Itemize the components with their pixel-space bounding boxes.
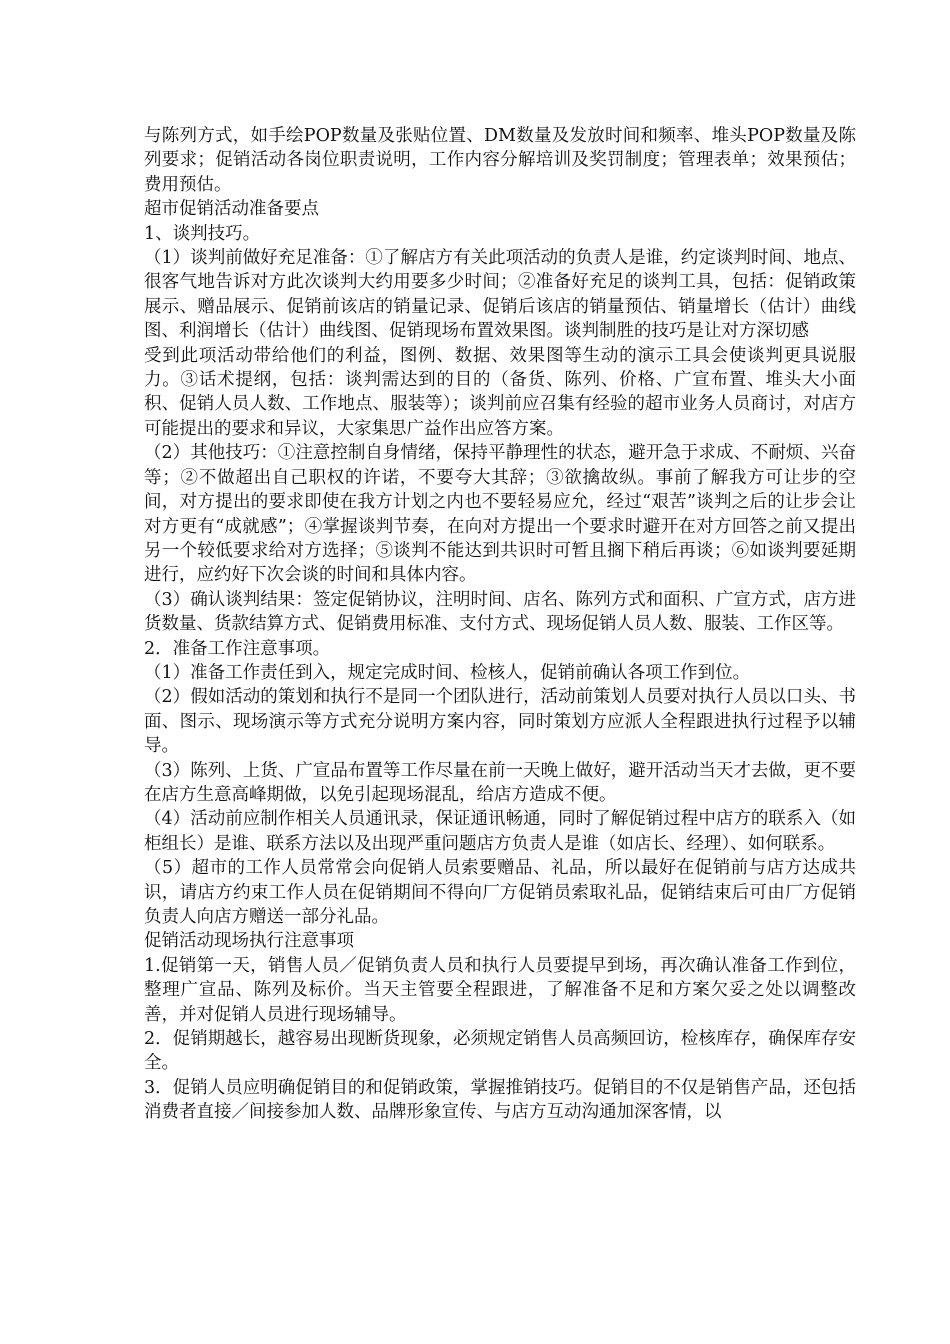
body-paragraph: 1.促销第一天，销售人员／促销负责人员和执行人员要提早到场，再次确认准备工作到位，整理广宣品、陈列及标价。当天主管要全程跟进，了解准备不足和方案欠妥之处以调整改善，并对促销人员进行现场辅导。: [144, 955, 856, 1025]
body-paragraph: （1）谈判前做好充足准备：①了解店方有关此项活动的负责人是谁，约定谈判时间、地点、很客气地告诉对方此次谈判大约用要多少时间；②准备好充足的谈判工具，包括：促销政策展示、赠品展示、促销前该店的销量记录、促销后该店的销量预估、销量增长（估计）曲线图、利润增长（估计）曲线图、促销现场布置效果图。谈判制胜的技巧是让对方深切感: [144, 248, 856, 342]
document-page: [144, 124, 856, 1125]
body-paragraph: 受到此项活动带给他们的利益，图例、数据、效果图等生动的演示工具会使谈判更具说服力。③话术提纲，包括：谈判需达到的目的（备货、陈列、价格、广宣布置、堆头大小面积、促销人员人数、工作地点、服装等）；谈判前应召集有经验的超市业务人员商讨，对店方可能提出的要求和异议，大家集思广益作出应答方案。: [144, 345, 856, 439]
body-paragraph: （4）活动前应制作相关人员通讯录，保证通讯畅通，同时了解促销过程中店方的联系入（如柜组长）是谁、联系方法以及出现严重问题店方负责人是谁（如店长、经理）、如何联系。: [144, 809, 856, 854]
body-paragraph: （5）超市的工作人员常常会向促销人员索要赠品、礼品，所以最好在促销前与店方达成共识，请店方约束工作人员在促销期间不得向厂方促销员索取礼品，促销结束后可由厂方促销负责人向店方赠送一部分礼品。: [144, 858, 856, 927]
subsection-heading: 2．准备工作注意事项。: [144, 638, 331, 659]
body-paragraph: （3）确认谈判结果：签定促销协议，注明时间、店名、陈列方式和面积、广宣方式，店方进货数量、货款结算方式、促销费用标准、支付方式、现场促销人员人数、服装、工作区等。: [144, 589, 856, 635]
section-heading: 超市促销活动准备要点: [144, 199, 319, 220]
body-paragraph: 2．促销期越长，越容易出现断货现象，必须规定销售人员高频回访，检核库存，确保库存安全。: [144, 1029, 856, 1074]
section-heading: 促销活动现场执行注意事项: [144, 931, 354, 952]
body-paragraph: 与陈列方式，如手绘POP数量及张贴位置、DM数量及发放时间和频率、堆头POP数量及陈列要求；促销活动各岗位职责说明，工作内容分解培训及奖罚制度；管理表单；效果预估；费用预估。: [144, 126, 856, 195]
body-paragraph: 3．促销人员应明确促销目的和促销政策，掌握推销技巧。促销目的不仅是销售产品，还包括消费者直接／间接参加人数、品牌形象宣传、与店方互动沟通加深客情，以: [144, 1077, 856, 1123]
body-paragraph: （3）陈列、上货、广宣品布置等工作尽量在前一天晚上做好，避开活动当天才去做，更不要在店方生意高峰期做，以免引起现场混乱，给店方造成不便。: [144, 760, 856, 805]
body-paragraph: （1）准备工作责任到入，规定完成时间、检核人，促销前确认各项工作到位。: [144, 662, 751, 683]
body-paragraph: （2）其他技巧：①注意控制自身情绪，保持平静理性的状态，避开急于求成、不耐烦、兴奋等；②不做超出自己职权的许诺，不要夸大其辞；③欲擒故纵。事前了解我方可让步的空间，对方提出的要求即使在我方计划之内也不要轻易应允，经过“艰苦”谈判之后的让步会让对方更有“成就感”；④掌握谈判节奏，在向对方提出一个要求时避开在对方回答之前又提出另一个较低要求给对方选择；⑤谈判不能达到共识时可暂且搁下稍后再谈；⑥如谈判要延期进行，应约好下次会谈的时间和具体内容。: [144, 443, 856, 586]
subsection-heading: 1、谈判技巧。: [144, 223, 261, 244]
body-paragraph: （2）假如活动的策划和执行不是同一个团队进行，活动前策划人员要对执行人员以口头、书面、图示、现场演示等方式充分说明方案内容，同时策划方应派人全程跟进执行过程予以辅导。: [144, 687, 856, 757]
